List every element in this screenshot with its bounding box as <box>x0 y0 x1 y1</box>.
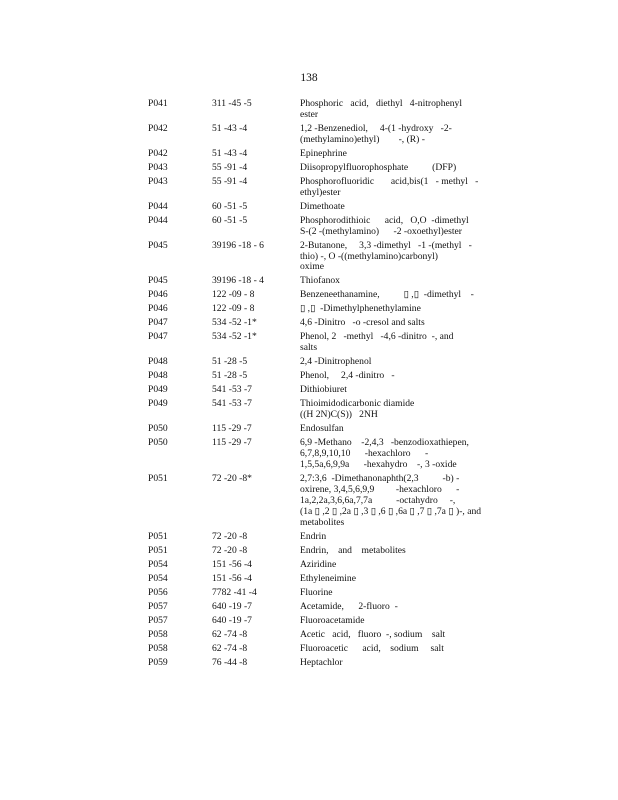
substance-name <box>300 658 490 669</box>
cas-number: 115 -29 -7 <box>212 423 252 435</box>
waste-code: P042 <box>148 122 168 134</box>
substance-name-line: 2-Butanone, 3,3 -dimethyl -1 -(methyl - <box>300 239 472 251</box>
substance-name <box>300 644 490 655</box>
substance-name <box>300 438 490 471</box>
substance-name <box>300 276 490 287</box>
substance-name-line: Fluoroacetic acid, sodium salt <box>300 642 444 654</box>
substance-name-line: 4,6 -Dinitro -o -cresol and salts <box>300 317 425 329</box>
substance-name <box>300 574 490 585</box>
substance-name <box>300 163 490 174</box>
substance-name <box>300 399 490 421</box>
table-row <box>148 532 488 543</box>
substance-name-line: Acetic acid, fluoro -, sodium salt <box>300 628 446 640</box>
cas-number: 72 -20 -8 <box>212 544 248 556</box>
substance-name-line: metabolites <box>300 516 345 528</box>
substance-name <box>300 124 490 146</box>
waste-code: P058 <box>148 642 168 654</box>
table-row <box>148 318 488 329</box>
cas-number: 51 -28 -5 <box>212 356 248 368</box>
hazardous-waste-table <box>148 99 488 672</box>
substance-name-line: 1,2 -Benzenediol, 4-(1 -hydroxy -2- <box>300 122 452 134</box>
substance-name-line: 1a,2,2a,3,6,6a,7,7a -octahydro -, <box>300 494 456 506</box>
waste-code: P045 <box>148 239 168 251</box>
table-row <box>148 574 488 585</box>
substance-name-line: Epinephrine <box>300 147 347 159</box>
substance-name-line: Fluorine <box>300 586 333 598</box>
substance-name <box>300 385 490 396</box>
substance-name-line: Dithiobiuret <box>300 384 347 396</box>
substance-name <box>300 332 490 354</box>
substance-name <box>300 290 490 301</box>
waste-code: P054 <box>148 558 168 570</box>
substance-name-line: Heptachlor <box>300 656 343 668</box>
substance-name <box>300 371 490 382</box>
cas-number: 541 -53 -7 <box>212 384 252 396</box>
substance-name-line: Phenol, 2 -methyl -4,6 -dinitro -, and <box>300 331 454 343</box>
waste-code: P057 <box>148 600 168 612</box>
substance-name <box>300 304 490 315</box>
cas-number: 62 -74 -8 <box>212 642 248 654</box>
substance-name-line: Fluoroacetamide <box>300 614 365 626</box>
cas-number: 76 -44 -8 <box>212 656 248 668</box>
waste-code: P056 <box>148 586 168 598</box>
substance-name-line: 1,5,5a,6,9,9a -hexahydro -, 3 -oxide <box>300 459 457 471</box>
waste-code: P057 <box>148 614 168 626</box>
cas-number: 151 -56 -4 <box>212 558 252 570</box>
substance-name <box>300 177 490 199</box>
table-row <box>148 216 488 238</box>
table-row <box>148 588 488 599</box>
table-row <box>148 644 488 655</box>
waste-code: P058 <box>148 628 168 640</box>
waste-code: P047 <box>148 331 168 343</box>
substance-name-line: ▯ ,▯ -Dimethylphenethylamine <box>300 303 421 315</box>
table-row <box>148 332 488 354</box>
substance-name <box>300 588 490 599</box>
substance-name <box>300 546 490 557</box>
substance-name-line: Endosulfan <box>300 423 344 435</box>
waste-code: P051 <box>148 530 168 542</box>
substance-name-line: ((H 2N)C(S)) 2NH <box>300 409 378 421</box>
waste-code: P054 <box>148 572 168 584</box>
cas-number: 51 -43 -4 <box>212 147 248 159</box>
waste-code: P048 <box>148 356 168 368</box>
substance-name <box>300 149 490 160</box>
cas-number: 122 -09 - 8 <box>212 289 255 301</box>
waste-code: P043 <box>148 161 168 173</box>
table-row <box>148 149 488 160</box>
substance-name-line: (methylamino)ethyl) -, (R) - <box>300 133 425 145</box>
waste-code: P049 <box>148 398 168 410</box>
waste-code: P051 <box>148 544 168 556</box>
substance-name-line: oxirene, 3,4,5,6,9,9 -hexachloro - <box>300 483 460 495</box>
waste-code: P047 <box>148 317 168 329</box>
substance-name-line: Benzeneethanamine, ▯ ,▯ -dimethyl - <box>300 289 474 301</box>
substance-name <box>300 424 490 435</box>
substance-name-line: (1a ▯ ,2 ▯ ,2a ▯ ,3 ▯ ,6 ▯ ,6a ▯ ,7 ▯ ,7a ▯ )-, and <box>300 505 482 517</box>
substance-name-line: 6,9 -Methano -2,4,3 -benzodioxathiepen, <box>300 437 469 449</box>
substance-name-line: Ethyleneimine <box>300 572 356 584</box>
cas-number: 39196 -18 - 4 <box>212 275 264 287</box>
table-row <box>148 371 488 382</box>
waste-code: P050 <box>148 423 168 435</box>
substance-name <box>300 202 490 213</box>
cas-number: 7782 -41 -4 <box>212 586 257 598</box>
substance-name-line: Acetamide, 2-fluoro - <box>300 600 398 612</box>
table-row <box>148 304 488 315</box>
waste-code: P044 <box>148 214 168 226</box>
cas-number: 51 -28 -5 <box>212 370 248 382</box>
page-number: 138 <box>300 72 318 84</box>
table-row <box>148 124 488 146</box>
cas-number: 72 -20 -8 <box>212 530 248 542</box>
table-row <box>148 546 488 557</box>
substance-name-line: ester <box>300 108 319 120</box>
substance-name <box>300 532 490 543</box>
waste-code: P050 <box>148 437 168 449</box>
table-row <box>148 399 488 421</box>
substance-name <box>300 318 490 329</box>
substance-name-line: ethyl)ester <box>300 186 341 198</box>
waste-code: P059 <box>148 656 168 668</box>
waste-code: P041 <box>148 98 168 109</box>
cas-number: 640 -19 -7 <box>212 600 252 612</box>
waste-code: P051 <box>148 473 168 485</box>
waste-code: P042 <box>148 147 168 159</box>
substance-name-line: 2,4 -Dinitrophenol <box>300 356 372 368</box>
substance-name-line: Phosphorofluoridic acid,bis(1 - methyl - <box>300 175 479 187</box>
substance-name <box>300 616 490 627</box>
cas-number: 39196 -18 - 6 <box>212 239 264 251</box>
cas-number: 60 -51 -5 <box>212 200 248 212</box>
substance-name <box>300 99 490 121</box>
waste-code: P046 <box>148 303 168 315</box>
substance-name <box>300 241 490 274</box>
waste-code: P045 <box>148 275 168 287</box>
cas-number: 62 -74 -8 <box>212 628 248 640</box>
table-row <box>148 241 488 274</box>
table-row <box>148 276 488 287</box>
table-row <box>148 560 488 571</box>
substance-name <box>300 474 490 529</box>
cas-number: 72 -20 -8* <box>212 473 252 485</box>
table-row <box>148 385 488 396</box>
table-row <box>148 290 488 301</box>
substance-name-line: S-(2 -(methylamino) -2 -oxoethyl)ester <box>300 225 462 237</box>
cas-number: 55 -91 -4 <box>212 161 248 173</box>
cas-number: 55 -91 -4 <box>212 175 248 187</box>
cas-number: 534 -52 -1* <box>212 317 257 329</box>
table-row <box>148 630 488 641</box>
cas-number: 534 -52 -1* <box>212 331 257 343</box>
substance-name-line: Diisopropylfluorophosphate (DFP) <box>300 161 457 173</box>
substance-name-line: Phosphoric acid, diethyl 4-nitrophenyl <box>300 98 463 109</box>
substance-name <box>300 216 490 238</box>
cas-number: 151 -56 -4 <box>212 572 252 584</box>
waste-code: P049 <box>148 384 168 396</box>
substance-name-line: thio) -, O -((methylamino)carbonyl) <box>300 250 438 262</box>
substance-name-line: oxime <box>300 261 324 273</box>
substance-name <box>300 602 490 613</box>
waste-code: P043 <box>148 175 168 187</box>
substance-name-line: Phosphorodithioic acid, O,O -dimethyl <box>300 214 469 226</box>
table-row <box>148 99 488 121</box>
table-row <box>148 616 488 627</box>
table-row <box>148 474 488 529</box>
cas-number: 51 -43 -4 <box>212 122 248 134</box>
cas-number: 122 -09 - 8 <box>212 303 255 315</box>
table-row <box>148 602 488 613</box>
table-row <box>148 163 488 174</box>
table-row <box>148 202 488 213</box>
substance-name-line: Thioimidodicarbonic diamide <box>300 398 415 410</box>
substance-name-line: Endrin, and metabolites <box>300 544 406 556</box>
table-row <box>148 357 488 368</box>
table-row <box>148 438 488 471</box>
substance-name-line: Aziridine <box>300 558 337 570</box>
table-row <box>148 658 488 669</box>
cas-number: 60 -51 -5 <box>212 214 248 226</box>
table-row <box>148 424 488 435</box>
cas-number: 311 -45 -5 <box>212 98 252 109</box>
substance-name-line: salts <box>300 342 318 354</box>
waste-code: P046 <box>148 289 168 301</box>
waste-code: P044 <box>148 200 168 212</box>
cas-number: 640 -19 -7 <box>212 614 252 626</box>
substance-name-line: 2,7:3,6 -Dimethanonaphth(2,3 -b) - <box>300 473 460 485</box>
substance-name-line: Phenol, 2,4 -dinitro - <box>300 370 395 382</box>
substance-name-line: Endrin <box>300 530 327 542</box>
table-row <box>148 177 488 199</box>
substance-name <box>300 630 490 641</box>
cas-number: 541 -53 -7 <box>212 398 252 410</box>
substance-name <box>300 357 490 368</box>
substance-name-line: 6,7,8,9,10,10 -hexachloro - <box>300 448 429 460</box>
waste-code: P048 <box>148 370 168 382</box>
substance-name-line: Dimethoate <box>300 200 345 212</box>
substance-name-line: Thiofanox <box>300 275 340 287</box>
substance-name <box>300 560 490 571</box>
cas-number: 115 -29 -7 <box>212 437 252 449</box>
